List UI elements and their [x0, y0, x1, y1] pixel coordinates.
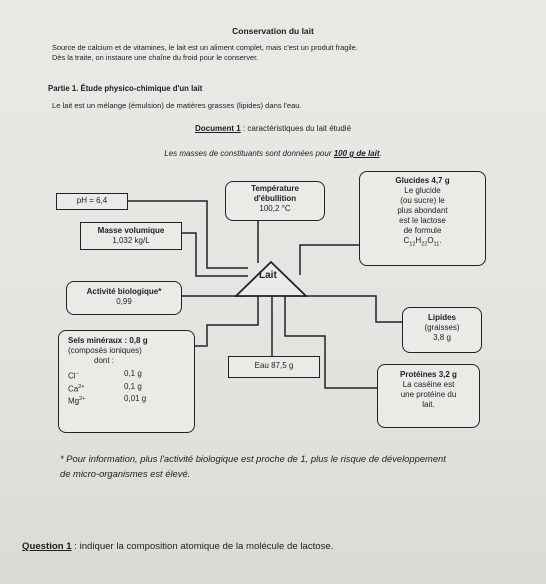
ion-symbol: Ca — [68, 384, 79, 394]
masses-text: Les masses de constituants sont données pour — [164, 149, 334, 158]
proteines-line: lait. — [422, 400, 435, 409]
eau-box — [228, 356, 320, 378]
masse-volumique-title: Masse volumique — [97, 226, 165, 235]
masses-reference: 100 g de lait — [333, 149, 380, 158]
proteines-title: Protéines 3,2 g — [400, 370, 457, 379]
ion-name — [68, 382, 124, 395]
connector-sels — [194, 296, 258, 346]
glucides-line: Le glucide — [404, 186, 441, 195]
ion-row — [68, 369, 194, 382]
intro-line-1: Source de calcium et de vitamines, le lait est un aliment complet, mais c'est un produit fragile. — [52, 43, 358, 52]
proteines-line: La caséine est — [402, 380, 455, 389]
masse-volumique-value: 1,032 kg/L — [112, 236, 150, 245]
temperature-title: Température — [251, 184, 299, 193]
temperature-value: 100,2 °C — [259, 204, 291, 213]
proteines-line: une protéine du — [400, 390, 457, 399]
proteines-box — [377, 364, 480, 428]
sels-mineraux-line2: (composés ioniques) — [68, 346, 142, 355]
lipides-title: Lipides — [427, 313, 456, 322]
part-title: Partie 1. Étude physico-chimique d'un lait — [48, 84, 203, 93]
ion-charge: − — [75, 371, 79, 377]
lipides-value: 3,8 g — [433, 333, 451, 342]
ion-symbol: Cl — [68, 371, 76, 381]
formula-c: C — [403, 236, 410, 245]
question-1 — [22, 541, 333, 552]
ion-symbol: Mg — [68, 396, 80, 406]
temperature-box — [225, 181, 325, 221]
lait-label: Lait — [259, 270, 277, 281]
ph-box — [56, 193, 128, 210]
masses-end: . — [379, 149, 382, 158]
ion-name — [68, 394, 124, 407]
activite-biologique-box — [66, 281, 182, 315]
connector-masse — [181, 233, 248, 276]
document-label: Document 1 — [194, 124, 241, 133]
ion-value: 0,1 g — [124, 369, 142, 378]
ph-value: pH = 6,4 — [76, 196, 108, 205]
ion-value: 0,1 g — [124, 381, 142, 391]
formula-end: . — [439, 236, 442, 245]
intro-line-2: Dès la traite, on instaure une chaîne du froid pour le conserver. — [52, 53, 259, 62]
formula-o: O — [427, 236, 434, 245]
part-text: Le lait est un mélange (émulsion) de matières grasses (lipides) dans l'eau. — [52, 101, 302, 110]
question-label: Question 1 — [22, 541, 72, 552]
glucides-line: de formule — [403, 226, 442, 235]
formula-o-count: 11 — [433, 241, 440, 248]
sels-mineraux-line3: dont : — [94, 356, 115, 365]
formula-c-count: 12 — [409, 241, 416, 248]
ion-row — [68, 394, 194, 407]
ion-name — [68, 369, 124, 382]
lipides-line2: (graisses) — [424, 323, 460, 332]
page-title: Conservation du lait — [232, 26, 314, 36]
formula-h-count: 22 — [421, 241, 428, 248]
footnote-line-1: * Pour information, plus l'activité biologique est proche de 1, plus le risque de développement — [60, 453, 446, 464]
footnote — [60, 451, 530, 481]
connector-lipides — [300, 296, 403, 322]
connector-glucides — [300, 245, 360, 275]
sels-mineraux-title: Sels minéraux : 0,8 g — [68, 336, 148, 345]
glucides-line: (ou sucre) le — [400, 196, 445, 205]
masse-volumique-box — [80, 222, 182, 250]
formula-h: H — [415, 236, 422, 245]
question-text: : indiquer la composition atomique de la molécule de lactose. — [71, 541, 334, 552]
activite-biologique-value: 0,99 — [116, 297, 132, 306]
eau-value: Eau 87,5 g — [254, 361, 294, 370]
ion-row — [68, 382, 194, 395]
lipides-box — [402, 307, 482, 353]
glucides-line: plus abondant — [397, 206, 448, 215]
activite-biologique-title: Activité biologique* — [86, 287, 162, 296]
footnote-line-2: de micro-organismes est élevé. — [60, 468, 191, 479]
ion-value: 0,01 g — [124, 394, 147, 404]
ion-charge: 2+ — [79, 396, 86, 403]
temperature-subtitle: d'ébullition — [253, 194, 297, 203]
sels-mineraux-box — [58, 330, 195, 433]
glucides-line: est le lactose — [399, 216, 446, 225]
document-caption-text: : caractéristiques du lait étudié — [240, 124, 352, 133]
glucides-box — [359, 171, 486, 266]
ion-charge: 2+ — [78, 383, 85, 390]
lactose-formula — [360, 236, 485, 250]
glucides-title: Glucides 4,7 g — [395, 176, 450, 185]
